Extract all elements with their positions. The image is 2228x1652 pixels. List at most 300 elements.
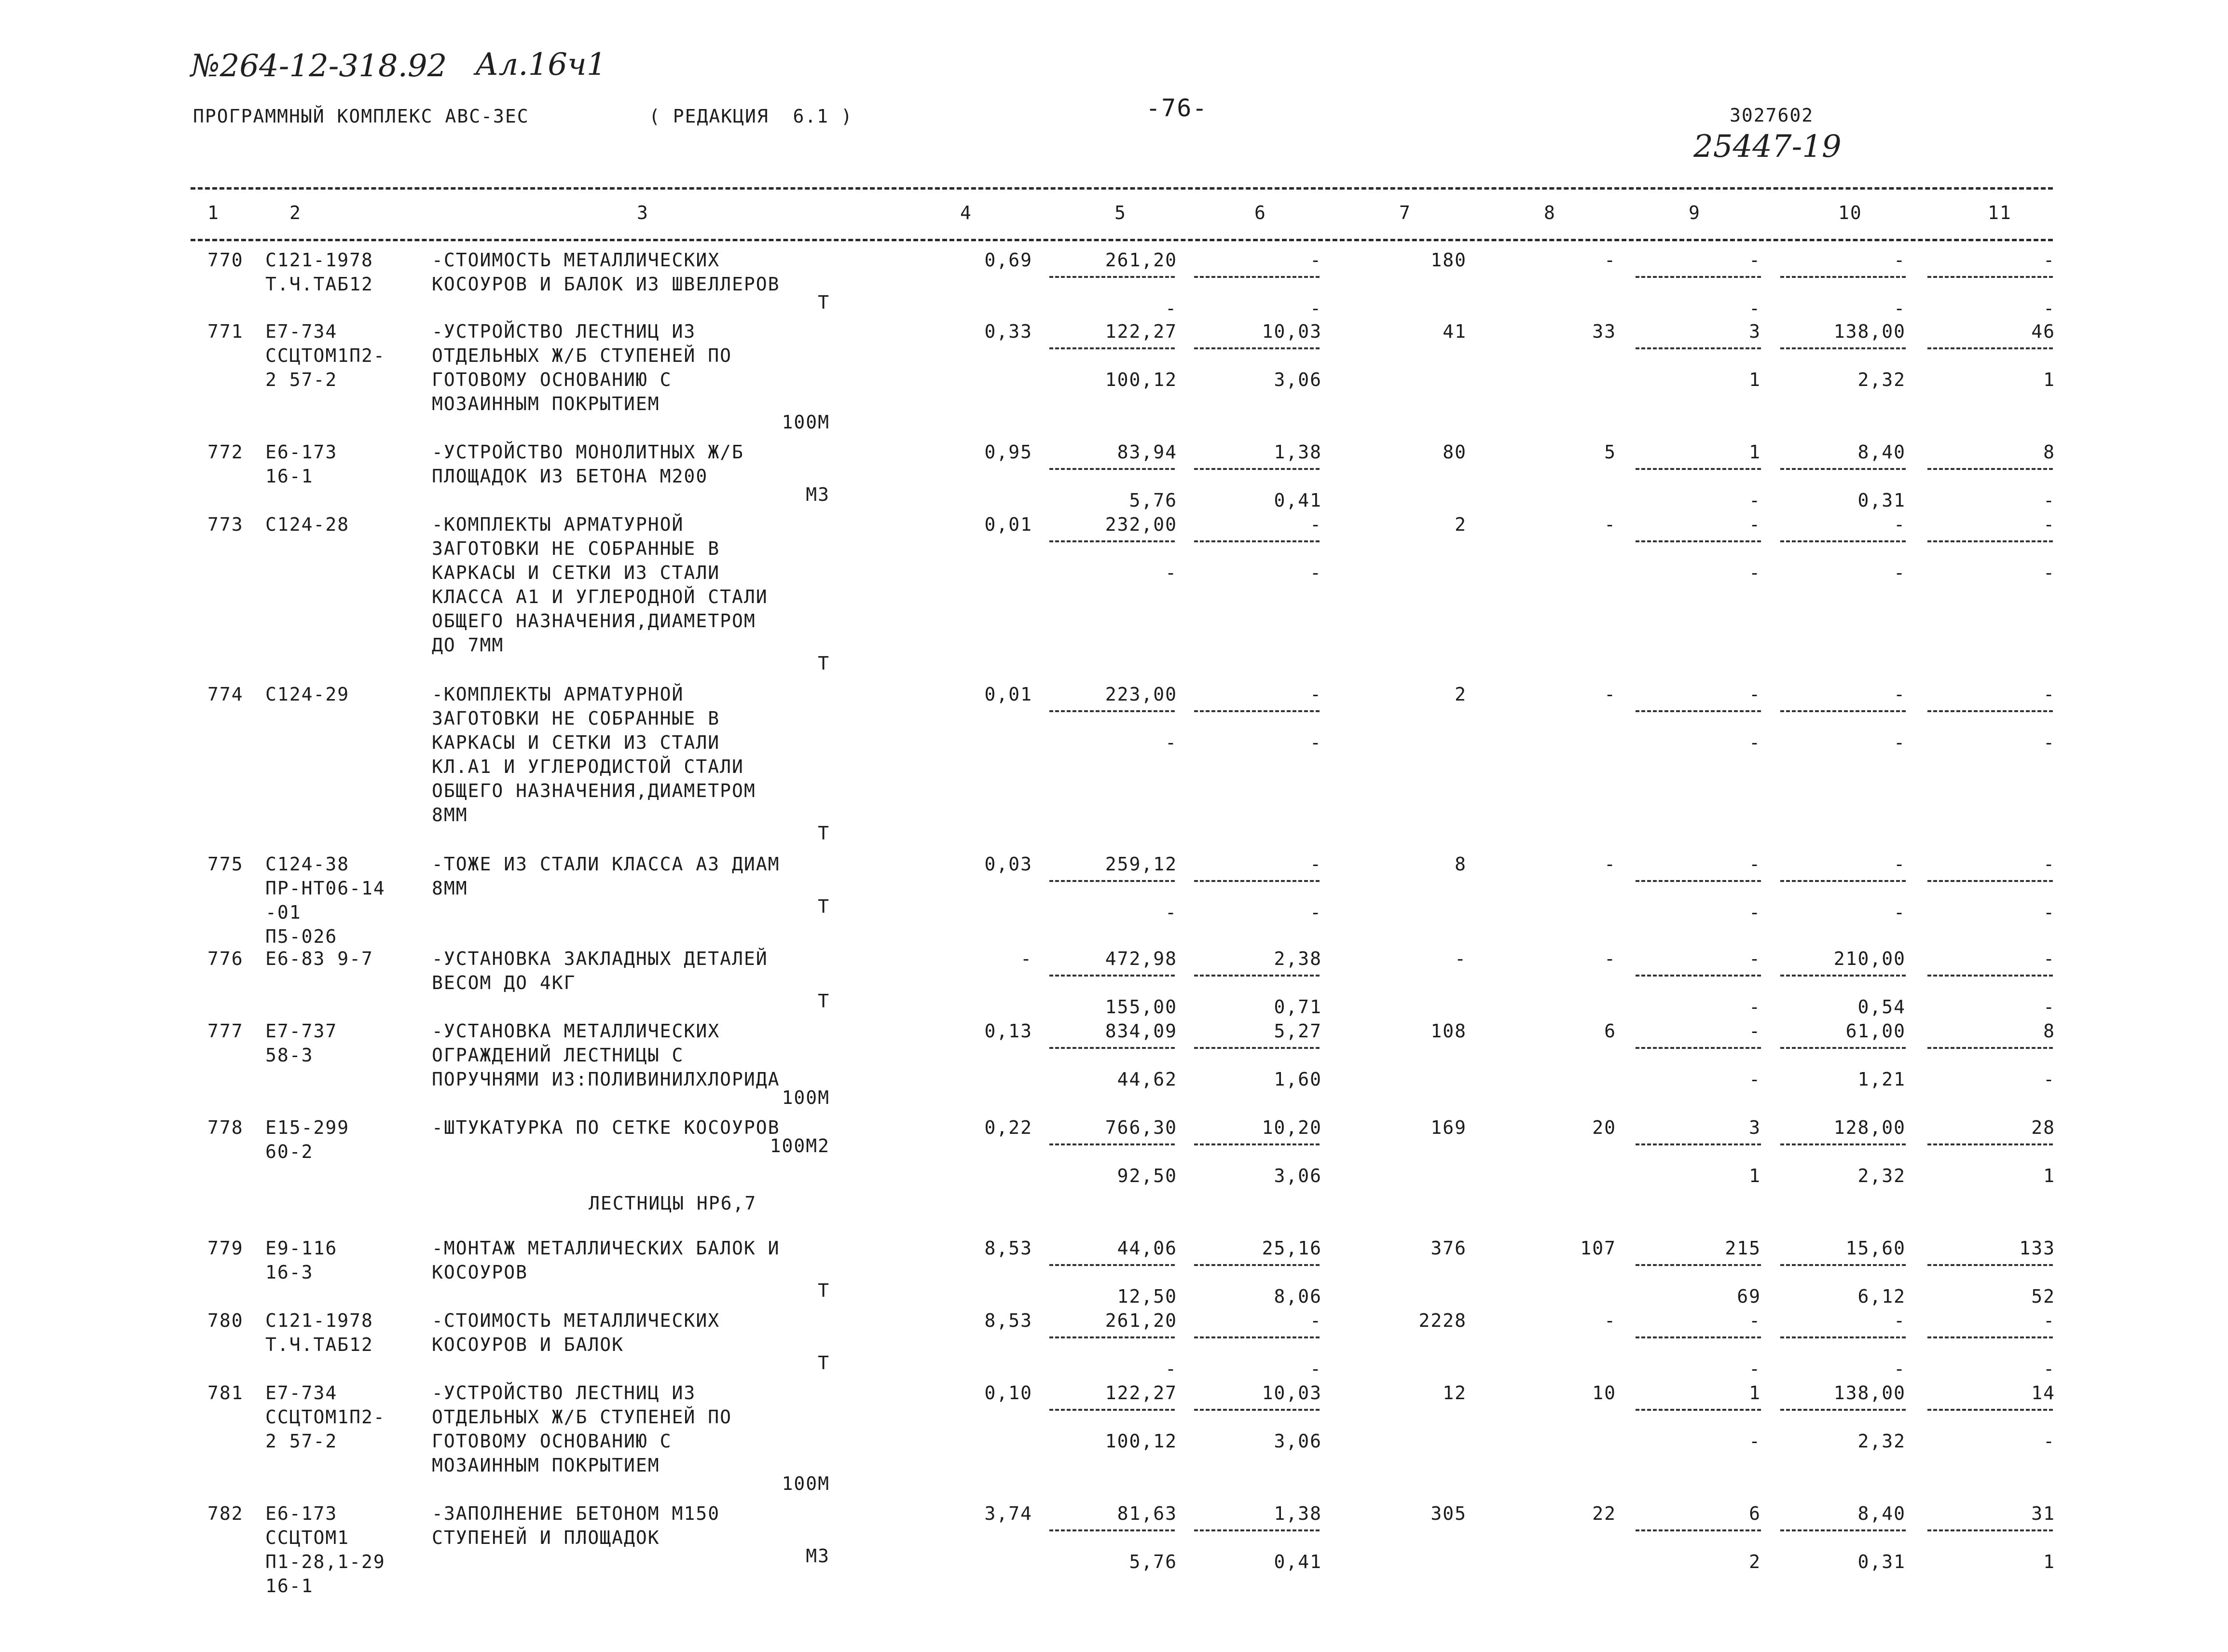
work-description: КЛАССА А1 И УГЛЕРОДНОЙ СТАЛИ bbox=[432, 586, 768, 607]
value-c7: 2 bbox=[1455, 684, 1467, 705]
value-c8: 20 bbox=[1592, 1117, 1616, 1138]
work-description: -УСТАНОВКА ЗАКЛАДНЫХ ДЕТАЛЕЙ bbox=[432, 948, 768, 969]
cell-separator bbox=[1780, 1264, 1906, 1266]
column-header-7: 7 bbox=[1399, 202, 1411, 223]
value-c5a: 259,12 bbox=[1105, 854, 1177, 875]
cell-separator bbox=[1194, 880, 1320, 882]
cell-separator bbox=[1780, 468, 1906, 470]
value-c11b: - bbox=[2043, 732, 2055, 753]
work-description: -ШТУКАТУРКА ПО СЕТКЕ КОСОУРОВ bbox=[432, 1117, 780, 1138]
cell-separator bbox=[1780, 710, 1906, 712]
value-c10a: - bbox=[1894, 1310, 1906, 1331]
work-description: -МОНТАЖ МЕТАЛЛИЧЕСКИХ БАЛОК И bbox=[432, 1238, 780, 1259]
work-description: КОСОУРОВ И БАЛОК bbox=[432, 1334, 624, 1355]
value-c10a: - bbox=[1894, 514, 1906, 535]
cell-separator bbox=[1636, 1264, 1761, 1266]
work-description: -УСТРОЙСТВО МОНОЛИТНЫХ Ж/Б bbox=[432, 441, 744, 463]
value-c7: 2 bbox=[1455, 514, 1467, 535]
value-c7: 12 bbox=[1443, 1382, 1467, 1404]
value-c9a: - bbox=[1749, 1310, 1761, 1331]
norm-code: Е7-734 bbox=[265, 321, 338, 342]
cell-separator bbox=[1049, 540, 1175, 542]
cell-separator bbox=[1927, 1529, 2053, 1531]
cell-separator bbox=[1049, 347, 1175, 349]
norm-code: Е6-173 bbox=[265, 441, 338, 463]
value-c9a: 215 bbox=[1725, 1238, 1761, 1259]
value-c10b: - bbox=[1894, 562, 1906, 583]
work-description: -ЗАПОЛНЕНИЕ БЕТОНОМ М150 bbox=[432, 1503, 720, 1524]
handwritten-sheet-ref: Ал.16ч1 bbox=[475, 47, 606, 83]
cell-separator bbox=[1780, 1409, 1906, 1411]
work-description: КАРКАСЫ И СЕТКИ ИЗ СТАЛИ bbox=[432, 562, 720, 583]
value-c11a: 8 bbox=[2043, 1020, 2055, 1042]
cell-separator bbox=[1194, 710, 1320, 712]
value-c5b: 12,50 bbox=[1117, 1286, 1177, 1307]
value-c11a: - bbox=[2043, 1310, 2055, 1331]
work-description: ВЕСОМ ДО 4КГ bbox=[432, 972, 576, 993]
value-c4: 0,33 bbox=[984, 321, 1032, 342]
value-c11a: - bbox=[2043, 249, 2055, 271]
value-c10b: - bbox=[1894, 902, 1906, 923]
column-header-9: 9 bbox=[1689, 202, 1701, 223]
value-c4: 0,01 bbox=[984, 514, 1032, 535]
row-number: 780 bbox=[207, 1310, 244, 1331]
norm-code: 60-2 bbox=[265, 1141, 314, 1162]
value-c4: 0,13 bbox=[984, 1020, 1032, 1042]
cell-separator bbox=[1927, 540, 2053, 542]
value-c10a: 15,60 bbox=[1845, 1238, 1906, 1259]
cell-separator bbox=[1780, 347, 1906, 349]
norm-code: П5-026 bbox=[265, 926, 338, 947]
norm-code: 16-3 bbox=[265, 1262, 314, 1283]
value-c10b: 0,31 bbox=[1857, 1551, 1906, 1572]
column-header-6: 6 bbox=[1254, 202, 1266, 223]
value-c6a: 1,38 bbox=[1274, 1503, 1322, 1524]
row-number: 775 bbox=[207, 854, 244, 875]
value-c11a: 14 bbox=[2031, 1382, 2055, 1404]
value-c7: 8 bbox=[1455, 854, 1467, 875]
cell-separator bbox=[1194, 1143, 1320, 1145]
page-number: -76- bbox=[1146, 94, 1208, 122]
value-c5a: 122,27 bbox=[1105, 1382, 1177, 1404]
work-description: ОБЩЕГО НАЗНАЧЕНИЯ,ДИАМЕТРОМ bbox=[432, 780, 756, 801]
work-description: ЗАГОТОВКИ НЕ СОБРАННЫЕ В bbox=[432, 708, 720, 729]
value-c9b: - bbox=[1749, 1431, 1761, 1452]
value-c6a: 2,38 bbox=[1274, 948, 1322, 969]
cell-separator bbox=[1636, 1409, 1761, 1411]
column-header-11: 11 bbox=[1988, 202, 2012, 223]
norm-code: ССЦТОМ1П2- bbox=[265, 1406, 385, 1428]
value-c6a: - bbox=[1310, 514, 1322, 535]
column-header-5: 5 bbox=[1114, 202, 1127, 223]
value-c9b: 69 bbox=[1737, 1286, 1761, 1307]
value-c11a: - bbox=[2043, 684, 2055, 705]
cell-separator bbox=[1927, 347, 2053, 349]
section-title: ЛЕСТНИЦЫ НР6,7 bbox=[589, 1193, 757, 1214]
cell-separator bbox=[1049, 1047, 1175, 1049]
row-number: 781 bbox=[207, 1382, 244, 1404]
row-number: 774 bbox=[207, 684, 244, 705]
norm-code: Е7-734 bbox=[265, 1382, 338, 1404]
cell-separator bbox=[1927, 468, 2053, 470]
cell-separator bbox=[1049, 468, 1175, 470]
value-c5b: - bbox=[1165, 298, 1177, 319]
value-c11b: - bbox=[2043, 1431, 2055, 1452]
value-c10b: 2,32 bbox=[1857, 1165, 1906, 1186]
norm-code: С124-28 bbox=[265, 514, 350, 535]
row-number: 777 bbox=[207, 1020, 244, 1042]
norm-code: Т.Ч.ТАБ12 bbox=[265, 1334, 373, 1355]
norm-code: Е6-173 bbox=[265, 1503, 338, 1524]
header-rule bbox=[191, 239, 2053, 241]
value-c11b: - bbox=[2043, 1069, 2055, 1090]
value-c9b: 1 bbox=[1749, 1165, 1761, 1186]
norm-code: Е7-737 bbox=[265, 1020, 338, 1042]
value-c6a: 1,38 bbox=[1274, 441, 1322, 463]
value-c6b: 8,06 bbox=[1274, 1286, 1322, 1307]
cell-separator bbox=[1780, 1143, 1906, 1145]
value-c10b: 0,31 bbox=[1857, 490, 1906, 511]
value-c10b: - bbox=[1894, 732, 1906, 753]
handwritten-project-number: 25447-19 bbox=[1693, 129, 1842, 165]
value-c10a: 61,00 bbox=[1845, 1020, 1906, 1042]
column-header-2: 2 bbox=[289, 202, 302, 223]
norm-code: С124-29 bbox=[265, 684, 350, 705]
value-c6a: - bbox=[1310, 1310, 1322, 1331]
cell-separator bbox=[1927, 1336, 2053, 1338]
work-description: ПЛОЩАДОК ИЗ БЕТОНА М200 bbox=[432, 466, 708, 487]
value-c11b: - bbox=[2043, 298, 2055, 319]
cell-separator bbox=[1927, 1047, 2053, 1049]
value-c5b: 155,00 bbox=[1105, 996, 1177, 1018]
norm-code: 16-1 bbox=[265, 466, 314, 487]
value-c9a: - bbox=[1749, 1020, 1761, 1042]
row-number: 779 bbox=[207, 1238, 244, 1259]
cell-separator bbox=[1636, 710, 1761, 712]
work-description: -КОМПЛЕКТЫ АРМАТУРНОЙ bbox=[432, 684, 684, 705]
value-c8: 107 bbox=[1580, 1238, 1616, 1259]
value-c5a: 44,06 bbox=[1117, 1238, 1177, 1259]
value-c11b: - bbox=[2043, 996, 2055, 1018]
value-c10b: - bbox=[1894, 1358, 1906, 1379]
norm-code: Е6-83 9-7 bbox=[265, 948, 373, 969]
value-c11b: - bbox=[2043, 490, 2055, 511]
value-c4: 8,53 bbox=[984, 1310, 1032, 1331]
cell-separator bbox=[1636, 880, 1761, 882]
unit-of-measure: Т bbox=[818, 1280, 830, 1301]
value-c5b: 5,76 bbox=[1129, 1551, 1177, 1572]
value-c9a: - bbox=[1749, 249, 1761, 271]
value-c7: 305 bbox=[1430, 1503, 1467, 1524]
value-c6a: 25,16 bbox=[1262, 1238, 1322, 1259]
work-description: ОГРАЖДЕНИЙ ЛЕСТНИЦЫ С bbox=[432, 1045, 684, 1066]
cell-separator bbox=[1194, 1047, 1320, 1049]
value-c6a: 10,03 bbox=[1262, 1382, 1322, 1404]
value-c9a: - bbox=[1749, 514, 1761, 535]
value-c9b: 1 bbox=[1749, 369, 1761, 390]
value-c11a: 28 bbox=[2031, 1117, 2055, 1138]
cell-separator bbox=[1049, 1264, 1175, 1266]
norm-code: 2 57-2 bbox=[265, 1431, 338, 1452]
value-c10b: 0,54 bbox=[1857, 996, 1906, 1018]
work-description: 8ММ bbox=[432, 878, 468, 899]
cell-separator bbox=[1780, 276, 1906, 278]
norm-code: С121-1978 bbox=[265, 249, 373, 271]
row-number: 771 bbox=[207, 321, 244, 342]
value-c9b: 2 bbox=[1749, 1551, 1761, 1572]
value-c9a: 1 bbox=[1749, 1382, 1761, 1404]
unit-of-measure: 100М bbox=[782, 412, 830, 433]
unit-of-measure: М3 bbox=[806, 1545, 830, 1567]
value-c8: - bbox=[1604, 948, 1616, 969]
norm-code: 58-3 bbox=[265, 1045, 314, 1066]
cell-separator bbox=[1194, 1409, 1320, 1411]
value-c9a: 1 bbox=[1749, 441, 1761, 463]
cell-separator bbox=[1049, 1529, 1175, 1531]
cell-separator bbox=[1049, 276, 1175, 278]
work-description: ГОТОВОМУ ОСНОВАНИЮ С bbox=[432, 1431, 672, 1452]
value-c11b: 1 bbox=[2043, 1551, 2055, 1572]
value-c4: 8,53 bbox=[984, 1238, 1032, 1259]
value-c5a: 232,00 bbox=[1105, 514, 1177, 535]
cell-separator bbox=[1780, 880, 1906, 882]
row-number: 770 bbox=[207, 249, 244, 271]
work-description: ЗАГОТОВКИ НЕ СОБРАННЫЕ В bbox=[432, 538, 720, 559]
cell-separator bbox=[1780, 1047, 1906, 1049]
column-header-4: 4 bbox=[960, 202, 972, 223]
norm-code: ПР-НТ06-14 bbox=[265, 878, 385, 899]
value-c10a: 128,00 bbox=[1833, 1117, 1906, 1138]
edition-label: ( РЕДАКЦИЯ 6.1 ) bbox=[649, 106, 853, 127]
value-c7: 2228 bbox=[1418, 1310, 1467, 1331]
cell-separator bbox=[1049, 710, 1175, 712]
value-c6b: 0,71 bbox=[1274, 996, 1322, 1018]
value-c5a: 834,09 bbox=[1105, 1020, 1177, 1042]
value-c5b: 5,76 bbox=[1129, 490, 1177, 511]
value-c4: - bbox=[1020, 948, 1032, 969]
value-c10b: 2,32 bbox=[1857, 369, 1906, 390]
cell-separator bbox=[1049, 1336, 1175, 1338]
cell-separator bbox=[1049, 1409, 1175, 1411]
value-c8: - bbox=[1604, 514, 1616, 535]
unit-of-measure: 100М bbox=[782, 1473, 830, 1494]
value-c6a: 5,27 bbox=[1274, 1020, 1322, 1042]
value-c8: - bbox=[1604, 854, 1616, 875]
cell-separator bbox=[1049, 880, 1175, 882]
norm-code: Е15-299 bbox=[265, 1117, 350, 1138]
cell-separator bbox=[1194, 347, 1320, 349]
work-description: -УСТРОЙСТВО ЛЕСТНИЦ ИЗ bbox=[432, 1382, 696, 1404]
cell-separator bbox=[1194, 1264, 1320, 1266]
value-c8: 10 bbox=[1592, 1382, 1616, 1404]
value-c9a: 3 bbox=[1749, 321, 1761, 342]
unit-of-measure: 100М2 bbox=[770, 1135, 830, 1156]
value-c9b: - bbox=[1749, 1069, 1761, 1090]
value-c6b: - bbox=[1310, 1358, 1322, 1379]
value-c4: 0,95 bbox=[984, 441, 1032, 463]
cell-separator bbox=[1636, 540, 1761, 542]
work-description: -СТОИМОСТЬ МЕТАЛЛИЧЕСКИХ bbox=[432, 1310, 720, 1331]
value-c5a: 81,63 bbox=[1117, 1503, 1177, 1524]
program-title: ПРОГРАММНЫЙ КОМПЛЕКС АВС-3ЕС bbox=[193, 106, 529, 127]
value-c6b: 3,06 bbox=[1274, 369, 1322, 390]
value-c9a: - bbox=[1749, 948, 1761, 969]
cell-separator bbox=[1927, 975, 2053, 977]
row-number: 778 bbox=[207, 1117, 244, 1138]
cell-separator bbox=[1780, 540, 1906, 542]
value-c11b: - bbox=[2043, 562, 2055, 583]
unit-of-measure: М3 bbox=[806, 484, 830, 505]
work-description: ДО 7ММ bbox=[432, 634, 504, 656]
column-header-10: 10 bbox=[1838, 202, 1862, 223]
value-c9a: - bbox=[1749, 684, 1761, 705]
value-c10b: 1,21 bbox=[1857, 1069, 1906, 1090]
cell-separator bbox=[1194, 1336, 1320, 1338]
norm-code: Е9-116 bbox=[265, 1238, 338, 1259]
value-c6b: 0,41 bbox=[1274, 1551, 1322, 1572]
work-description: МОЗАИННЫМ ПОКРЫТИЕМ bbox=[432, 393, 660, 414]
value-c8: - bbox=[1604, 1310, 1616, 1331]
value-c7: 80 bbox=[1443, 441, 1467, 463]
work-description: КАРКАСЫ И СЕТКИ ИЗ СТАЛИ bbox=[432, 732, 720, 753]
value-c9b: - bbox=[1749, 562, 1761, 583]
value-c8: 5 bbox=[1604, 441, 1616, 463]
cell-separator bbox=[1927, 1409, 2053, 1411]
value-c6a: - bbox=[1310, 684, 1322, 705]
value-c7: 376 bbox=[1430, 1238, 1467, 1259]
work-description: -СТОИМОСТЬ МЕТАЛЛИЧЕСКИХ bbox=[432, 249, 720, 271]
value-c9b: - bbox=[1749, 490, 1761, 511]
work-description: СТУПЕНЕЙ И ПЛОЩАДОК bbox=[432, 1527, 660, 1548]
work-description: -УСТАНОВКА МЕТАЛЛИЧЕСКИХ bbox=[432, 1020, 720, 1042]
unit-of-measure: 100М bbox=[782, 1087, 830, 1108]
value-c5a: 472,98 bbox=[1105, 948, 1177, 969]
cell-separator bbox=[1927, 880, 2053, 882]
norm-code: П1-28,1-29 bbox=[265, 1551, 385, 1572]
value-c11a: - bbox=[2043, 514, 2055, 535]
value-c11a: - bbox=[2043, 948, 2055, 969]
value-c5a: 261,20 bbox=[1105, 249, 1177, 271]
work-description: КЛ.А1 И УГЛЕРОДИСТОЙ СТАЛИ bbox=[432, 756, 744, 777]
value-c5a: 83,94 bbox=[1117, 441, 1177, 463]
value-c10a: 8,40 bbox=[1857, 441, 1906, 463]
unit-of-measure: Т bbox=[818, 823, 830, 844]
cell-separator bbox=[1194, 468, 1320, 470]
value-c8: 33 bbox=[1592, 321, 1616, 342]
value-c5a: 261,20 bbox=[1105, 1310, 1177, 1331]
cell-separator bbox=[1927, 710, 2053, 712]
work-description: КОСОУРОВ bbox=[432, 1262, 528, 1283]
doc-code: 3027602 bbox=[1730, 105, 1814, 126]
norm-code: -01 bbox=[265, 902, 302, 923]
work-description: -КОМПЛЕКТЫ АРМАТУРНОЙ bbox=[432, 514, 684, 535]
value-c10a: - bbox=[1894, 854, 1906, 875]
work-description: ПОРУЧНЯМИ ИЗ:ПОЛИВИНИЛХЛОРИДА bbox=[432, 1069, 780, 1090]
unit-of-measure: Т bbox=[818, 292, 830, 313]
value-c10a: 210,00 bbox=[1833, 948, 1906, 969]
value-c5b: - bbox=[1165, 562, 1177, 583]
value-c10a: - bbox=[1894, 249, 1906, 271]
value-c10a: - bbox=[1894, 684, 1906, 705]
value-c7: 108 bbox=[1430, 1020, 1467, 1042]
value-c4: 0,69 bbox=[984, 249, 1032, 271]
work-description: МОЗАИННЫМ ПОКРЫТИЕМ bbox=[432, 1455, 660, 1476]
value-c5b: 100,12 bbox=[1105, 1431, 1177, 1452]
value-c11a: - bbox=[2043, 854, 2055, 875]
norm-code: С121-1978 bbox=[265, 1310, 373, 1331]
value-c6a: - bbox=[1310, 249, 1322, 271]
norm-code: С124-38 bbox=[265, 854, 350, 875]
value-c6b: 3,06 bbox=[1274, 1431, 1322, 1452]
value-c7: 169 bbox=[1430, 1117, 1467, 1138]
value-c10b: 6,12 bbox=[1857, 1286, 1906, 1307]
work-description: -ТОЖЕ ИЗ СТАЛИ КЛАССА А3 ДИАМ bbox=[432, 854, 780, 875]
value-c9b: - bbox=[1749, 1358, 1761, 1379]
value-c6b: 1,60 bbox=[1274, 1069, 1322, 1090]
norm-code: ССЦТОМ1П2- bbox=[265, 345, 385, 366]
column-header-1: 1 bbox=[207, 202, 220, 223]
work-description: ОТДЕЛЬНЫХ Ж/Б СТУПЕНЕЙ ПО bbox=[432, 1406, 732, 1428]
cell-separator bbox=[1636, 1529, 1761, 1531]
cell-separator bbox=[1194, 276, 1320, 278]
cell-separator bbox=[1636, 1047, 1761, 1049]
cell-separator bbox=[1194, 540, 1320, 542]
handwritten-doc-number: №264-12-318.92 bbox=[191, 48, 447, 84]
value-c10b: - bbox=[1894, 298, 1906, 319]
value-c8: - bbox=[1604, 249, 1616, 271]
cell-separator bbox=[1927, 276, 2053, 278]
work-description: 8ММ bbox=[432, 804, 468, 826]
cell-separator bbox=[1636, 468, 1761, 470]
value-c7: - bbox=[1455, 948, 1467, 969]
value-c4: 0,03 bbox=[984, 854, 1032, 875]
work-description: ГОТОВОМУ ОСНОВАНИЮ С bbox=[432, 369, 672, 390]
unit-of-measure: Т bbox=[818, 896, 830, 917]
norm-code: 2 57-2 bbox=[265, 369, 338, 390]
row-number: 773 bbox=[207, 514, 244, 535]
value-c11a: 8 bbox=[2043, 441, 2055, 463]
cell-separator bbox=[1049, 975, 1175, 977]
value-c5b: 92,50 bbox=[1117, 1165, 1177, 1186]
value-c5b: 100,12 bbox=[1105, 369, 1177, 390]
value-c10b: 2,32 bbox=[1857, 1431, 1906, 1452]
cell-separator bbox=[1780, 975, 1906, 977]
value-c5b: - bbox=[1165, 902, 1177, 923]
norm-code: ССЦТОМ1 bbox=[265, 1527, 350, 1548]
unit-of-measure: Т bbox=[818, 653, 830, 674]
cell-separator bbox=[1636, 975, 1761, 977]
value-c5a: 223,00 bbox=[1105, 684, 1177, 705]
cell-separator bbox=[1636, 347, 1761, 349]
value-c5a: 122,27 bbox=[1105, 321, 1177, 342]
norm-code: 16-1 bbox=[265, 1575, 314, 1597]
cell-separator bbox=[1927, 1143, 2053, 1145]
value-c5b: - bbox=[1165, 732, 1177, 753]
value-c5a: 766,30 bbox=[1105, 1117, 1177, 1138]
norm-code: Т.Ч.ТАБ12 bbox=[265, 274, 373, 295]
value-c9a: 6 bbox=[1749, 1503, 1761, 1524]
value-c6b: 0,41 bbox=[1274, 490, 1322, 511]
column-header-8: 8 bbox=[1544, 202, 1556, 223]
value-c9a: - bbox=[1749, 854, 1761, 875]
cell-separator bbox=[1194, 975, 1320, 977]
value-c11b: 1 bbox=[2043, 1165, 2055, 1186]
value-c11a: 133 bbox=[2019, 1238, 2055, 1259]
value-c10a: 138,00 bbox=[1833, 321, 1906, 342]
value-c6b: 3,06 bbox=[1274, 1165, 1322, 1186]
cell-separator bbox=[1636, 1143, 1761, 1145]
value-c4: 0,22 bbox=[984, 1117, 1032, 1138]
